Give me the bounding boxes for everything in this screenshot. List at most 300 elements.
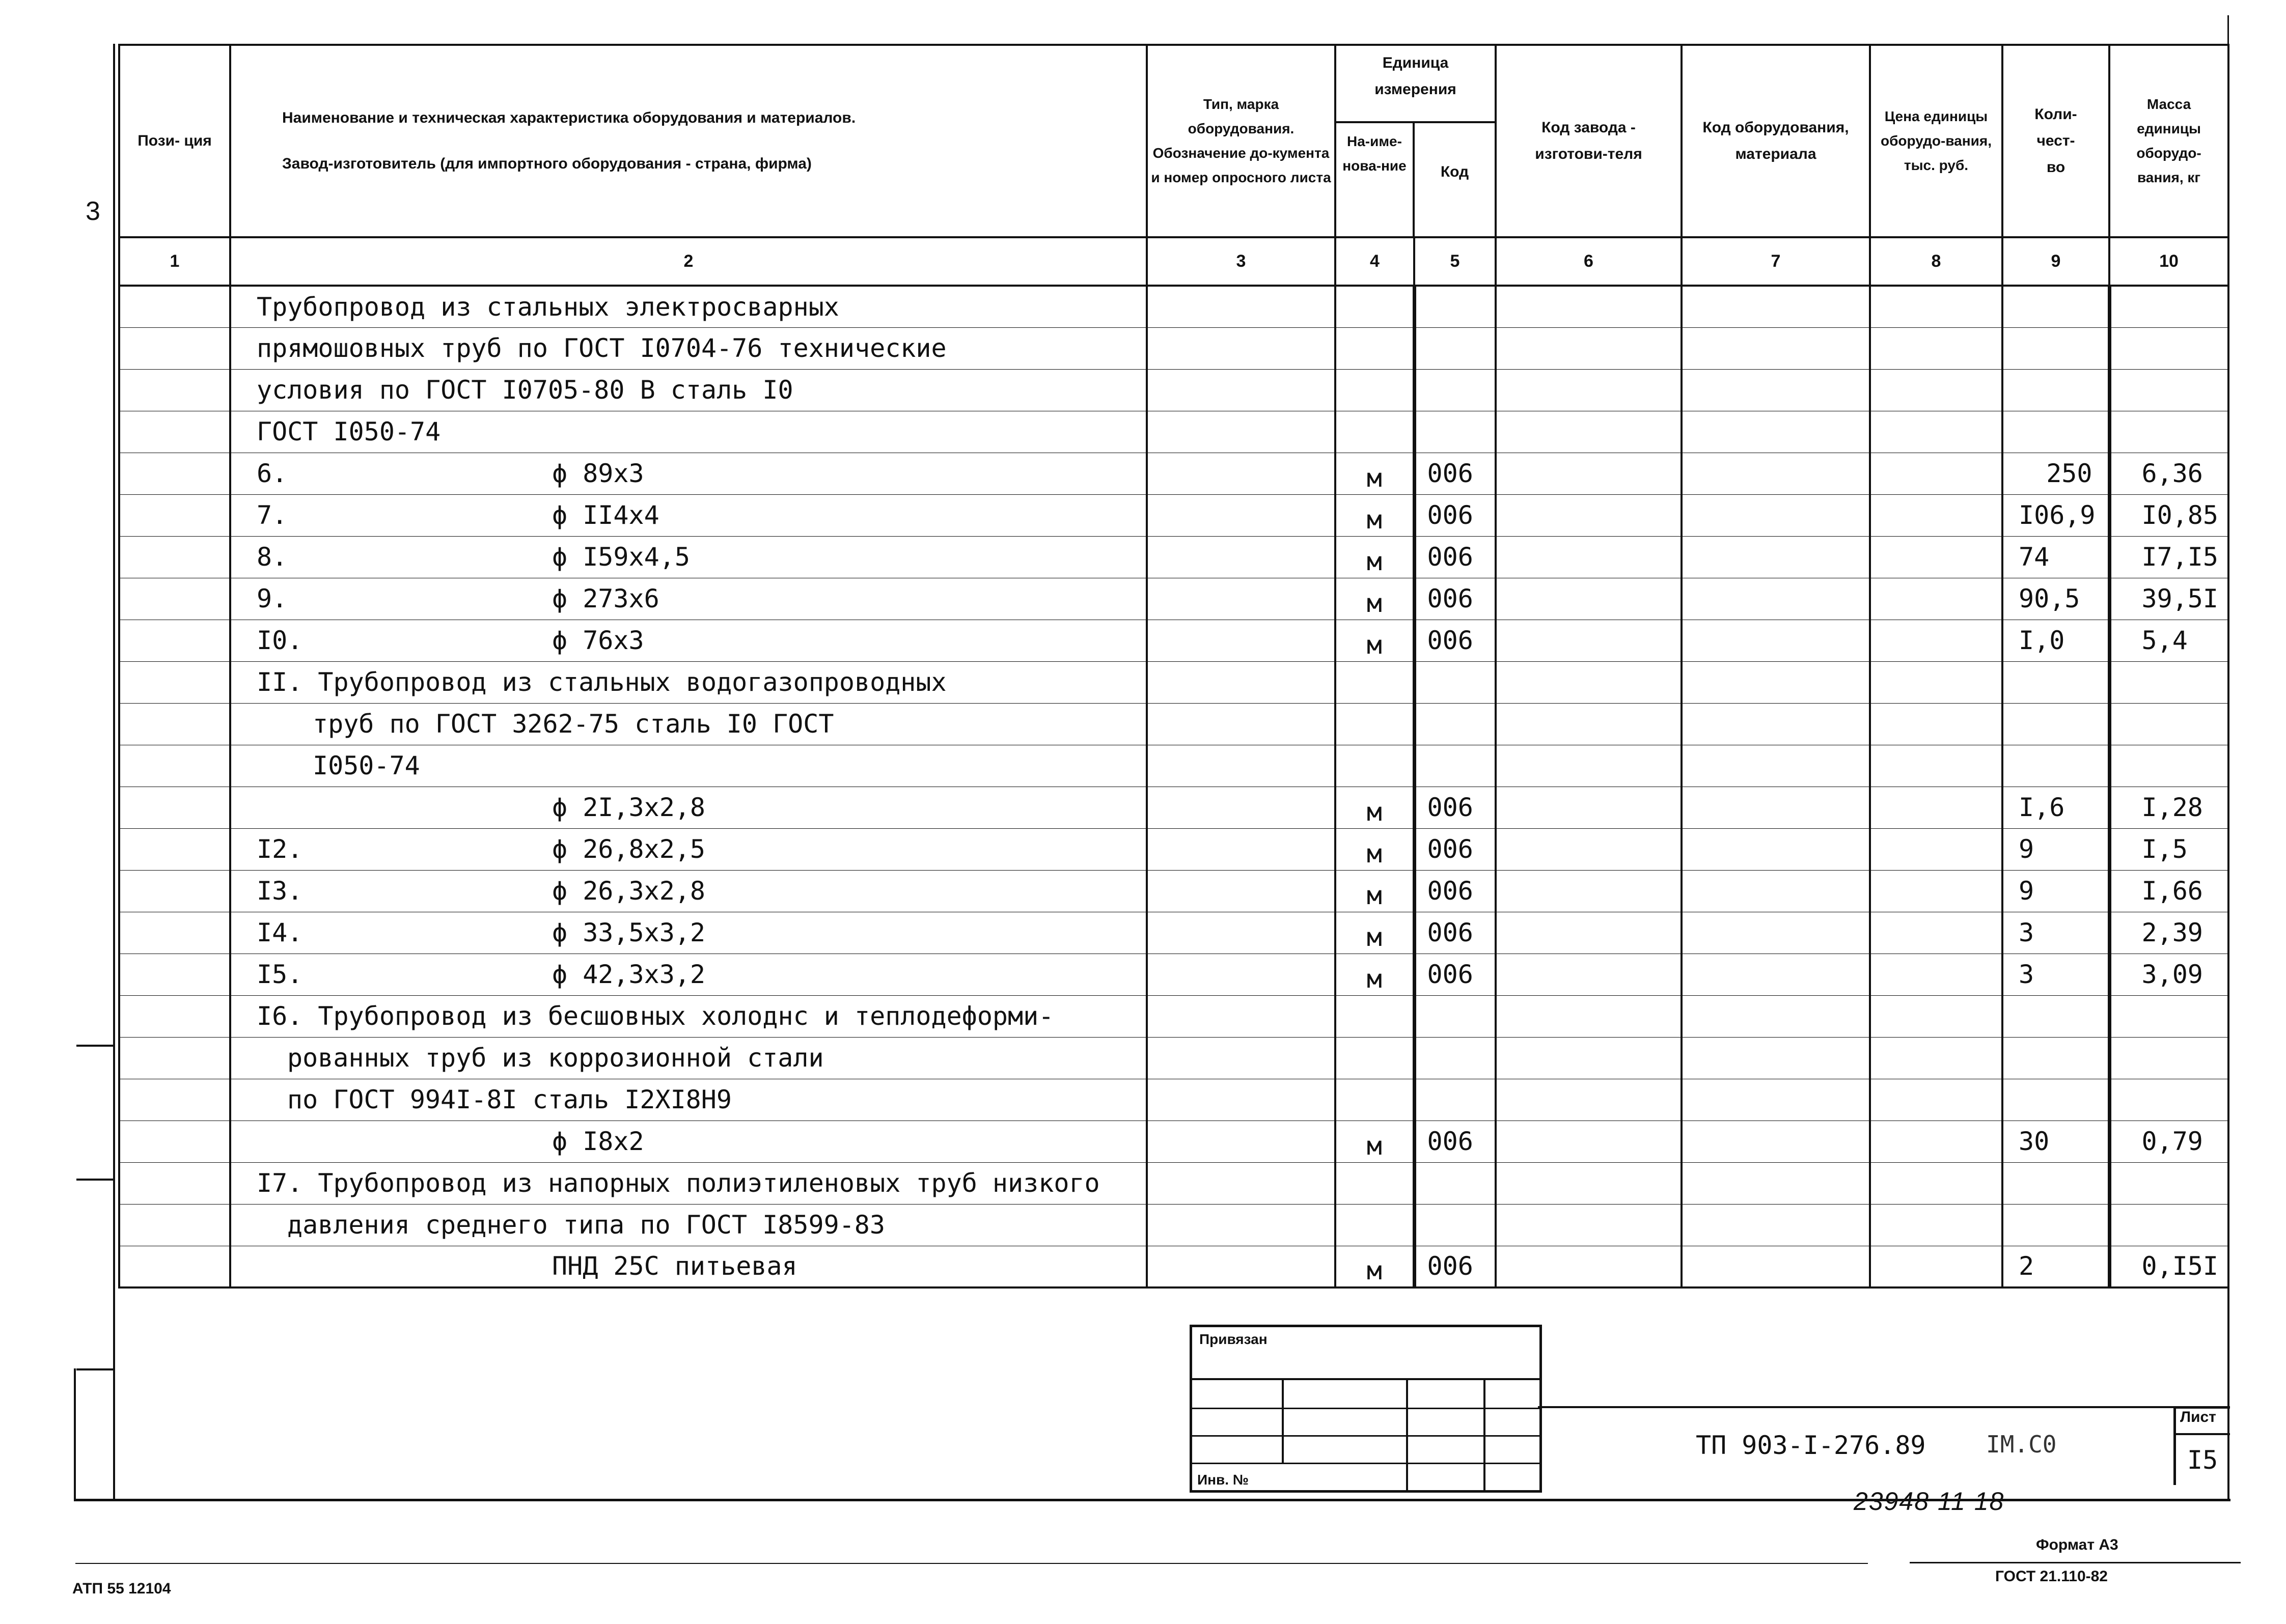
- cell-unit: м: [1335, 453, 1414, 494]
- document-suffix: IM.C0: [1986, 1431, 2057, 1458]
- row-name-text: 8.: [257, 542, 288, 572]
- cell-price: [1870, 327, 2002, 369]
- cell-position: [119, 411, 230, 453]
- colnum-2: 2: [230, 237, 1147, 286]
- cell-price: [1870, 620, 2002, 661]
- colnum-3: 3: [1147, 237, 1335, 286]
- cell-qty: [2002, 1037, 2109, 1079]
- cell-qty: 74: [2002, 536, 2109, 578]
- cell-qty: 250: [2002, 453, 2109, 494]
- table-row: [119, 578, 2228, 620]
- row-name-text: I5.: [257, 960, 303, 989]
- header-qty: Коли-чест-во: [2002, 45, 2109, 237]
- cell-price: [1870, 870, 2002, 912]
- cell-type: [1147, 1121, 1335, 1162]
- cell-equip-code: [1682, 912, 1870, 954]
- cell-price: [1870, 912, 2002, 954]
- cell-type: [1147, 745, 1335, 787]
- cell-maker-code: [1496, 703, 1682, 745]
- cell-qty: [2002, 411, 2109, 453]
- cell-mass: [2109, 1204, 2228, 1246]
- header-unit-group: [1335, 45, 1496, 237]
- cell-code: 006: [1414, 1246, 1496, 1287]
- cell-maker-code: [1496, 828, 1682, 870]
- cell-unit: м: [1335, 578, 1414, 620]
- header-pos: Пози- ция: [119, 45, 230, 237]
- cell-code: [1414, 661, 1496, 703]
- cell-name: [230, 578, 1147, 620]
- row-name-text: по ГОСТ 994I-8I сталь I2XI8H9: [287, 1085, 732, 1114]
- cell-equip-code: [1682, 703, 1870, 745]
- colnum-4: 4: [1335, 237, 1414, 286]
- cell-unit: [1335, 995, 1414, 1037]
- cell-mass: [2109, 411, 2228, 453]
- table-row: [119, 745, 2228, 787]
- cell-position: [119, 327, 230, 369]
- cell-type: [1147, 578, 1335, 620]
- cell-equip-code: [1682, 286, 1870, 327]
- cell-code: 006: [1414, 870, 1496, 912]
- cell-unit: м: [1335, 620, 1414, 661]
- cell-mass: I7,I5: [2109, 536, 2228, 578]
- row-diameter-text: ϕ II4x4: [552, 500, 659, 530]
- row-name-text: рованных труб из коррозионной стали: [287, 1043, 824, 1073]
- cell-equip-code: [1682, 1079, 1870, 1121]
- cell-qty: [2002, 661, 2109, 703]
- cell-type: [1147, 1246, 1335, 1287]
- cell-maker-code: [1496, 1037, 1682, 1079]
- header-maker-code: Код завода - изготови-теля: [1496, 45, 1682, 237]
- cell-type: [1147, 411, 1335, 453]
- cell-type: [1147, 703, 1335, 745]
- cell-position: [119, 536, 230, 578]
- cell-position: [119, 912, 230, 954]
- cell-mass: [2109, 327, 2228, 369]
- cell-name: [230, 286, 1147, 327]
- colnum-7: 7: [1682, 237, 1870, 286]
- sheet-number-box: [2173, 1406, 2230, 1485]
- cell-code: 006: [1414, 536, 1496, 578]
- cell-equip-code: [1682, 1204, 1870, 1246]
- cell-code: [1414, 703, 1496, 745]
- row-name-text: I7. Трубопровод из напорных полиэтиленовых труб низкого: [257, 1168, 1100, 1198]
- cell-price: [1870, 703, 2002, 745]
- cell-equip-code: [1682, 1246, 1870, 1287]
- cell-position: [119, 870, 230, 912]
- table-row: [119, 954, 2228, 995]
- cell-price: [1870, 1246, 2002, 1287]
- cell-type: [1147, 912, 1335, 954]
- cell-mass: I,66: [2109, 870, 2228, 912]
- cell-price: [1870, 411, 2002, 453]
- table-row: [119, 1037, 2228, 1079]
- cell-mass: 2,39: [2109, 912, 2228, 954]
- cell-position: [119, 1079, 230, 1121]
- row-name-text: I0.: [257, 626, 303, 655]
- cell-maker-code: [1496, 745, 1682, 787]
- document-number: ТП 903-I-276.89: [1696, 1431, 1926, 1460]
- header-row: [119, 45, 2228, 237]
- cell-unit: м: [1335, 828, 1414, 870]
- row-diameter-text: ϕ 26,8x2,5: [552, 834, 706, 864]
- stamp-divider: [1406, 1378, 1408, 1490]
- cell-type: [1147, 954, 1335, 995]
- cell-equip-code: [1682, 411, 1870, 453]
- header-unit-subcols: [1336, 123, 1495, 236]
- cell-qty: 30: [2002, 1121, 2109, 1162]
- table-row: [119, 369, 2228, 411]
- frame-tick: [76, 1045, 114, 1047]
- cell-equip-code: [1682, 1037, 1870, 1079]
- cell-code: [1414, 1037, 1496, 1079]
- stamp-label: Привязан: [1199, 1331, 1268, 1347]
- table-row: [119, 1204, 2228, 1246]
- table-row: [119, 286, 2228, 327]
- row-name-text: ГОСТ I050-74: [257, 417, 441, 446]
- cell-code: 006: [1414, 578, 1496, 620]
- cell-position: [119, 954, 230, 995]
- atp-label: АТП 55 12104: [72, 1580, 171, 1597]
- cell-price: [1870, 1204, 2002, 1246]
- cell-position: [119, 787, 230, 828]
- frame-tick: [76, 1368, 114, 1370]
- footer-rule: [75, 1563, 1868, 1564]
- sheet-box-rule: [2176, 1433, 2230, 1435]
- cell-position: [119, 1037, 230, 1079]
- cell-maker-code: [1496, 1204, 1682, 1246]
- cell-type: [1147, 286, 1335, 327]
- cell-code: 006: [1414, 828, 1496, 870]
- cell-mass: [2109, 1079, 2228, 1121]
- row-name-text: Трубопровод из стальных электросварных: [257, 292, 839, 322]
- cell-unit: м: [1335, 1121, 1414, 1162]
- cell-position: [119, 578, 230, 620]
- cell-mass: 39,5I: [2109, 578, 2228, 620]
- sheet-number: I5: [2187, 1445, 2218, 1475]
- cell-name: [230, 1204, 1147, 1246]
- table-row: [119, 620, 2228, 661]
- cell-maker-code: [1496, 578, 1682, 620]
- row-name-text: давления среднего типа по ГОСТ I8599-83: [287, 1210, 885, 1240]
- cell-type: [1147, 327, 1335, 369]
- format-label: Формат А3: [2036, 1536, 2118, 1553]
- cell-qty: 3: [2002, 954, 2109, 995]
- cell-mass: [2109, 703, 2228, 745]
- cell-qty: [2002, 1204, 2109, 1246]
- row-name-text: труб по ГОСТ 3262-75 сталь I0 ГОСТ: [313, 709, 834, 739]
- cell-code: [1414, 369, 1496, 411]
- cell-name: [230, 661, 1147, 703]
- cell-qty: [2002, 745, 2109, 787]
- cell-name: [230, 828, 1147, 870]
- gost-label: ГОСТ 21.110-82: [1995, 1568, 2108, 1585]
- cell-name: [230, 954, 1147, 995]
- cell-unit: [1335, 369, 1414, 411]
- cell-equip-code: [1682, 787, 1870, 828]
- cell-type: [1147, 1037, 1335, 1079]
- cell-equip-code: [1682, 327, 1870, 369]
- cell-mass: 5,4: [2109, 620, 2228, 661]
- cell-equip-code: [1682, 620, 1870, 661]
- cell-position: [119, 453, 230, 494]
- cell-name: [230, 912, 1147, 954]
- cell-qty: [2002, 327, 2109, 369]
- cell-position: [119, 828, 230, 870]
- stamp-rule: [1192, 1435, 1539, 1437]
- cell-unit: [1335, 661, 1414, 703]
- cell-type: [1147, 661, 1335, 703]
- colnum-5: 5: [1414, 237, 1496, 286]
- table-row: [119, 870, 2228, 912]
- cell-price: [1870, 578, 2002, 620]
- frame-left-margin-line: [113, 44, 115, 1500]
- column-numbers-row: [119, 237, 2228, 286]
- frame-tick: [76, 1179, 114, 1181]
- cell-mass: [2109, 286, 2228, 327]
- cell-maker-code: [1496, 286, 1682, 327]
- handwritten-note: 23948 11 18: [1854, 1487, 2005, 1516]
- cell-type: [1147, 1162, 1335, 1204]
- cell-name: [230, 703, 1147, 745]
- cell-code: [1414, 327, 1496, 369]
- cell-name: [230, 1037, 1147, 1079]
- cell-type: [1147, 1204, 1335, 1246]
- table-row: [119, 411, 2228, 453]
- table-row: [119, 1162, 2228, 1204]
- stamp-rule: [1192, 1463, 1539, 1464]
- cell-price: [1870, 453, 2002, 494]
- cell-type: [1147, 536, 1335, 578]
- cell-position: [119, 620, 230, 661]
- cell-position: [119, 703, 230, 745]
- cell-mass: 3,09: [2109, 954, 2228, 995]
- cell-price: [1870, 661, 2002, 703]
- colnum-9: 9: [2002, 237, 2109, 286]
- cell-maker-code: [1496, 453, 1682, 494]
- cell-unit: [1335, 1204, 1414, 1246]
- cell-code: [1414, 286, 1496, 327]
- cell-code: 006: [1414, 453, 1496, 494]
- cell-mass: [2109, 661, 2228, 703]
- row-name-text: I2.: [257, 834, 303, 864]
- cell-price: [1870, 286, 2002, 327]
- cell-mass: I0,85: [2109, 494, 2228, 536]
- cell-code: 006: [1414, 912, 1496, 954]
- cell-name: [230, 1079, 1147, 1121]
- stamp-rule: [1192, 1378, 1539, 1380]
- header-unit-name: На-име-нова-ние: [1336, 123, 1415, 236]
- table-row: [119, 1079, 2228, 1121]
- row-name-text: 7.: [257, 500, 288, 530]
- cell-name: [230, 870, 1147, 912]
- cell-name: [230, 327, 1147, 369]
- cell-equip-code: [1682, 995, 1870, 1037]
- cell-maker-code: [1496, 369, 1682, 411]
- cell-maker-code: [1496, 1162, 1682, 1204]
- row-name-text: I3.: [257, 876, 303, 906]
- format-rule: [1910, 1562, 2241, 1563]
- header-equip-code: Код оборудования, материала: [1682, 45, 1870, 237]
- cell-maker-code: [1496, 870, 1682, 912]
- header-unit-code: Код: [1440, 163, 1469, 180]
- cell-maker-code: [1496, 912, 1682, 954]
- row-diameter-text: ϕ 89x3: [552, 459, 644, 488]
- cell-qty: [2002, 995, 2109, 1037]
- cell-unit: м: [1335, 870, 1414, 912]
- cell-unit: м: [1335, 494, 1414, 536]
- cell-price: [1870, 1162, 2002, 1204]
- table-row: [119, 787, 2228, 828]
- cell-qty: 2: [2002, 1246, 2109, 1287]
- header-price: Цена единицы оборудо-вания, тыс. руб.: [1870, 45, 2002, 237]
- row-name-text: I6. Трубопровод из бесшовных холоднс и теплодеформи-: [257, 1001, 1054, 1031]
- cell-qty: 9: [2002, 870, 2109, 912]
- row-diameter-text: ϕ 273x6: [552, 584, 659, 613]
- cell-unit: м: [1335, 1246, 1414, 1287]
- cell-position: [119, 1121, 230, 1162]
- cell-mass: I,5: [2109, 828, 2228, 870]
- cell-equip-code: [1682, 870, 1870, 912]
- cell-code: 006: [1414, 787, 1496, 828]
- row-diameter-text: ПНД 25С питьевая: [552, 1251, 797, 1281]
- table-row: [119, 1246, 2228, 1287]
- cell-qty: I,6: [2002, 787, 2109, 828]
- cell-position: [119, 369, 230, 411]
- cell-name: [230, 787, 1147, 828]
- colnum-1: 1: [119, 237, 230, 286]
- stamp-divider: [1483, 1378, 1485, 1490]
- cell-unit: [1335, 1037, 1414, 1079]
- cell-code: [1414, 411, 1496, 453]
- cell-code: [1414, 1079, 1496, 1121]
- cell-type: [1147, 453, 1335, 494]
- cell-code: 006: [1414, 1121, 1496, 1162]
- cell-unit: [1335, 1162, 1414, 1204]
- cell-code: [1414, 995, 1496, 1037]
- cell-equip-code: [1682, 536, 1870, 578]
- cell-equip-code: [1682, 369, 1870, 411]
- row-diameter-text: ϕ 26,3x2,8: [552, 876, 706, 906]
- header-name-line2: Завод-изготовитель (для импортного оборудования - страна, фирма): [282, 155, 812, 172]
- table-row: [119, 327, 2228, 369]
- cell-qty: 9: [2002, 828, 2109, 870]
- cell-name: [230, 745, 1147, 787]
- sheet-mark: 3: [86, 197, 100, 226]
- cell-position: [119, 1204, 230, 1246]
- cell-price: [1870, 828, 2002, 870]
- cell-maker-code: [1496, 536, 1682, 578]
- row-name-text: I4.: [257, 918, 303, 947]
- colnum-8: 8: [1870, 237, 2002, 286]
- cell-code: [1414, 1162, 1496, 1204]
- cell-unit: м: [1335, 912, 1414, 954]
- row-diameter-text: ϕ 42,3x3,2: [552, 960, 706, 989]
- row-name-text: прямошовных труб по ГОСТ I0704-76 технические: [257, 333, 947, 363]
- cell-qty: I06,9: [2002, 494, 2109, 536]
- cell-equip-code: [1682, 954, 1870, 995]
- cell-mass: 0,I5I: [2109, 1246, 2228, 1287]
- cell-type: [1147, 494, 1335, 536]
- cell-code: 006: [1414, 620, 1496, 661]
- table-row: [119, 453, 2228, 494]
- cell-maker-code: [1496, 411, 1682, 453]
- stamp-rule: [1192, 1408, 1539, 1409]
- cell-position: [119, 1246, 230, 1287]
- cell-type: [1147, 870, 1335, 912]
- cell-name: [230, 1162, 1147, 1204]
- cell-mass: [2109, 1037, 2228, 1079]
- title-block-top-line: [1538, 1406, 2228, 1408]
- cell-maker-code: [1496, 327, 1682, 369]
- row-diameter-text: ϕ 76x3: [552, 626, 644, 655]
- cell-qty: 90,5: [2002, 578, 2109, 620]
- colnum-10: 10: [2109, 237, 2228, 286]
- table-row: [119, 995, 2228, 1037]
- stamp-inventory-label: Инв. №: [1197, 1472, 1249, 1488]
- cell-name: [230, 620, 1147, 661]
- cell-mass: 6,36: [2109, 453, 2228, 494]
- cell-equip-code: [1682, 745, 1870, 787]
- cell-position: [119, 494, 230, 536]
- row-name-text: условия по ГОСТ I0705-80 В сталь I0: [257, 375, 793, 405]
- cell-price: [1870, 494, 2002, 536]
- table-row: [119, 536, 2228, 578]
- cell-maker-code: [1496, 1121, 1682, 1162]
- row-name-text: 6.: [257, 459, 288, 488]
- frame-right-tick: [2227, 15, 2229, 45]
- cell-maker-code: [1496, 1246, 1682, 1287]
- row-diameter-text: ϕ I59x4,5: [552, 542, 690, 572]
- cell-position: [119, 1162, 230, 1204]
- cell-name: [230, 453, 1147, 494]
- cell-unit: [1335, 703, 1414, 745]
- cell-type: [1147, 1079, 1335, 1121]
- cell-price: [1870, 954, 2002, 995]
- cell-name: [230, 494, 1147, 536]
- binding-stamp: [1190, 1325, 1542, 1493]
- cell-equip-code: [1682, 494, 1870, 536]
- cell-qty: [2002, 703, 2109, 745]
- cell-maker-code: [1496, 661, 1682, 703]
- cell-unit: [1335, 286, 1414, 327]
- cell-type: [1147, 369, 1335, 411]
- cell-code: 006: [1414, 954, 1496, 995]
- stamp-divider: [1282, 1378, 1284, 1464]
- cell-type: [1147, 620, 1335, 661]
- cell-maker-code: [1496, 787, 1682, 828]
- cell-unit: м: [1335, 954, 1414, 995]
- table-row: [119, 703, 2228, 745]
- cell-position: [119, 995, 230, 1037]
- cell-position: [119, 745, 230, 787]
- cell-name: [230, 369, 1147, 411]
- row-diameter-text: ϕ 2I,3x2,8: [552, 793, 706, 822]
- cell-qty: 3: [2002, 912, 2109, 954]
- cell-unit: м: [1335, 536, 1414, 578]
- cell-price: [1870, 995, 2002, 1037]
- cell-equip-code: [1682, 828, 1870, 870]
- table-row: [119, 661, 2228, 703]
- cell-unit: [1335, 411, 1414, 453]
- cell-price: [1870, 787, 2002, 828]
- cell-name: [230, 1246, 1147, 1287]
- cell-type: [1147, 995, 1335, 1037]
- cell-unit: м: [1335, 787, 1414, 828]
- cell-qty: [2002, 369, 2109, 411]
- cell-type: [1147, 787, 1335, 828]
- cell-equip-code: [1682, 1121, 1870, 1162]
- row-diameter-text: ϕ I8x2: [552, 1127, 644, 1156]
